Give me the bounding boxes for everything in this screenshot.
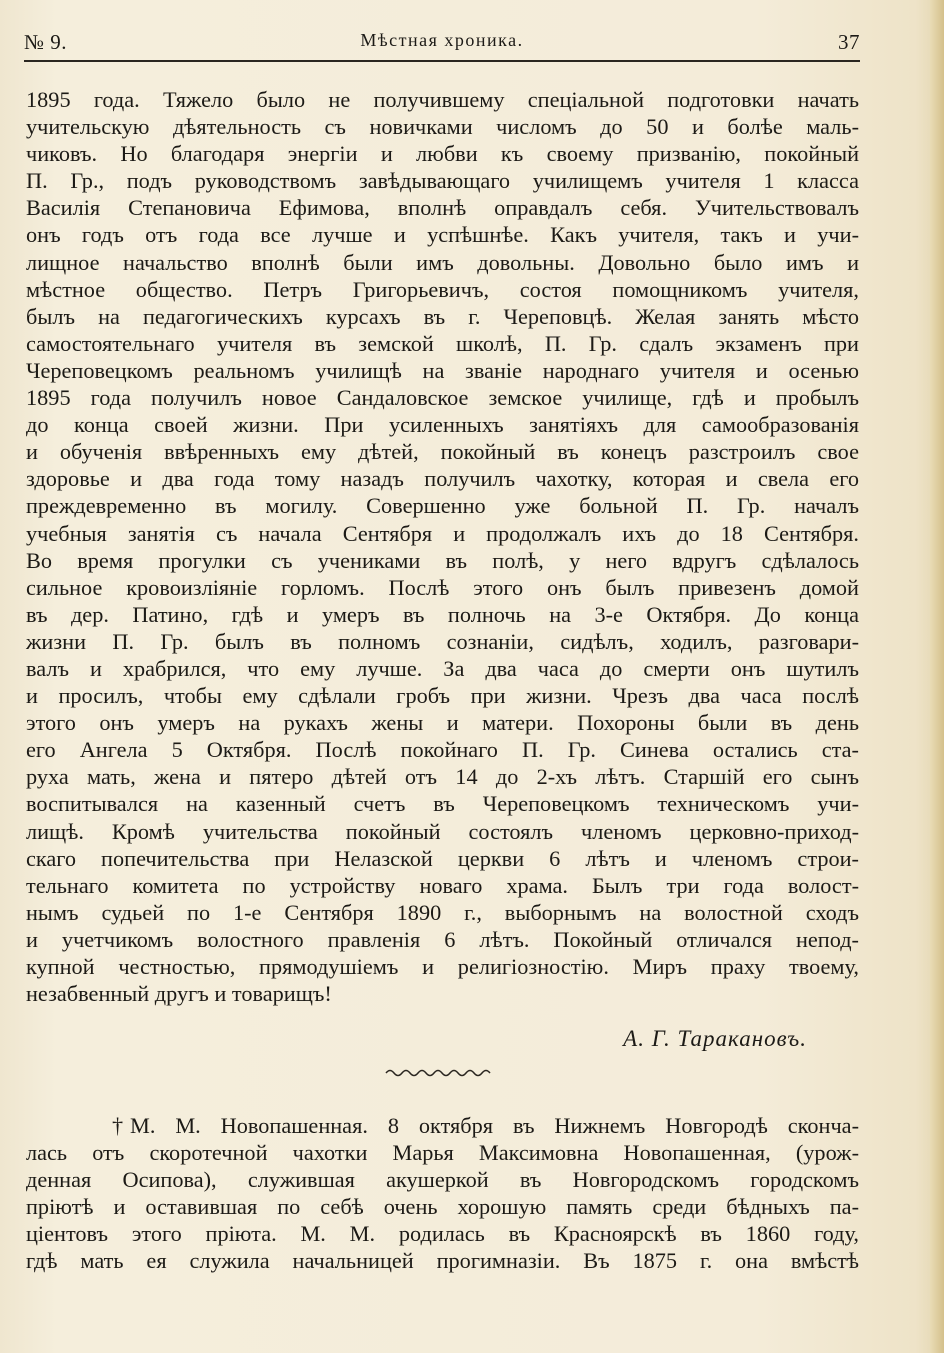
obituary-text-2	[26, 1112, 859, 1275]
text-line: жизни П. Гр. былъ въ полномъ сознаніи, сидѣлъ, ходилъ, разговари-	[26, 628, 859, 654]
text-line: купной честностью, прямодушіемъ и религіозностію. Миръ праху твоему,	[26, 954, 859, 979]
wavy-divider	[384, 1066, 496, 1080]
text-line: учительскую дѣятельность съ новичками числомъ до 50 и болѣе маль-	[26, 114, 859, 140]
text-line: былъ на педагогическихъ курсахъ въ г. Череповцѣ. Желая занять мѣсто	[26, 303, 859, 329]
text-line: мѣстное общество. Петръ Григорьевичъ, состоя помощникомъ учителя,	[26, 276, 859, 302]
text-line: воспитывался на казенный счетъ въ Череповецкомъ техническомъ учи-	[26, 791, 859, 817]
text-line: учебныя занятія съ начала Сентября и продолжалъ ихъ до 18 Сентября.	[26, 520, 859, 546]
cross-icon: †	[112, 1113, 124, 1138]
text-line: лищное начальство вполнѣ были имъ довольны. Довольно было имъ и	[26, 249, 859, 275]
text-line: и учетчикомъ волостного правленія 6 лѣтъ. Покойный отличался непод-	[26, 926, 859, 952]
article2-lines	[26, 1139, 859, 1274]
article2-first-line-text: М. М. Новопашенная. 8 октября въ Нижнемъ Новгородѣ сконча-	[130, 1113, 859, 1138]
text-line: онъ годъ отъ года все лучше и успѣшнѣе. Какъ учителя, такъ и учи-	[26, 222, 859, 248]
obituary-text-1	[26, 86, 859, 1007]
author-signature: А. Г. Таракановъ.	[623, 1026, 807, 1051]
text-line: Во время прогулки съ учениками въ полѣ, у него вдругъ сдѣлалось	[26, 547, 859, 573]
page-number: 37	[838, 30, 860, 54]
text-line: Василія Степановича Ефимова, вполнѣ оправдалъ себя. Учительствовалъ	[26, 195, 859, 221]
text-line: денная Осипова), служившая акушеркой въ Новгородскомъ городскомъ	[26, 1167, 859, 1193]
running-header	[24, 30, 860, 60]
text-line: до конца своей жизни. При усиленныхъ занятіяхъ для самообразованія	[26, 412, 859, 438]
text-line: Череповецкомъ реальномъ училищѣ на званіе народнаго учителя и осенью	[26, 357, 859, 383]
text-line: ціентовъ этого пріюта. М. М. родилась въ Красноярскѣ въ 1860 году,	[26, 1221, 859, 1247]
text-line: скаго попечительства при Нелазской церкви 6 лѣтъ и членомъ строи-	[26, 845, 859, 871]
section-title: Мѣстная хроника.	[360, 30, 524, 50]
text-line: пріютѣ и оставившая по себѣ очень хорошую память среди бѣдныхъ па-	[26, 1194, 859, 1220]
text-line: этого онъ умеръ на рукахъ жены и матери. Похороны были въ день	[26, 710, 859, 736]
text-line: самостоятельнаго учителя въ земской школѣ, П. Гр. сдалъ экзаменъ при	[26, 330, 859, 356]
text-line: незабвенный другъ и товарищъ!	[26, 981, 332, 1007]
text-line: лищѣ. Кромѣ учительства покойный состоялъ членомъ церковно-приход-	[26, 818, 859, 844]
text-line: сильное кровоизліяніе горломъ. Послѣ этого онъ былъ привезенъ домой	[26, 574, 859, 600]
issue-number: № 9.	[24, 30, 68, 54]
article2-first-line	[26, 1112, 859, 1139]
page-edge	[930, 0, 944, 1353]
text-line: валъ и храбрился, что ему лучше. За два часа до смерти онъ шутилъ	[26, 655, 859, 681]
text-line: 1895 года получилъ новое Сандаловское земское училище, гдѣ и пробылъ	[26, 385, 859, 411]
text-line: лась отъ скоротечной чахотки Марья Максимовна Новопашенная, (урож-	[26, 1140, 859, 1166]
text-line: въ дер. Патино, гдѣ и умеръ въ полночь на 3-е Октября. До конца	[26, 601, 859, 627]
text-line: нымъ судьей по 1-е Сентября 1890 г., выборнымъ на волостной сходъ	[26, 899, 859, 925]
text-line: 1895 года. Тяжело было не получившему спеціальной подготовки начать	[26, 87, 859, 112]
text-line: П. Гр., подъ руководствомъ завѣдывающаго училищемъ учителя 1 класса	[26, 168, 859, 194]
text-line: здоровье и два года тому назадъ получилъ чахотку, которая и свела его	[26, 466, 859, 492]
text-line: его Ангела 5 Октября. Послѣ покойнаго П. Гр. Синева остались ста-	[26, 737, 859, 763]
text-line: руха мать, жена и пятеро дѣтей отъ 14 до 2-хъ лѣтъ. Старшій его сынъ	[26, 764, 859, 790]
text-line: преждевременно въ могилу. Совершенно уже больной П. Гр. началъ	[26, 493, 859, 519]
text-line: чиковъ. Но благодаря энергіи и любви къ своему призванію, покойный	[26, 141, 859, 167]
text-line: тельнаго комитета по устройству новаго храма. Былъ три года волост-	[26, 872, 859, 898]
header-rule	[24, 60, 860, 62]
text-line: гдѣ мать ея служила начальницей прогимназіи. Въ 1875 г. она вмѣстѣ	[26, 1248, 859, 1274]
text-line: и просилъ, чтобы ему сдѣлали гробъ при жизни. Чрезъ два часа послѣ	[26, 683, 859, 709]
text-line: и обученія ввѣренныхъ ему дѣтей, покойный въ конецъ разстроилъ свое	[26, 439, 859, 465]
